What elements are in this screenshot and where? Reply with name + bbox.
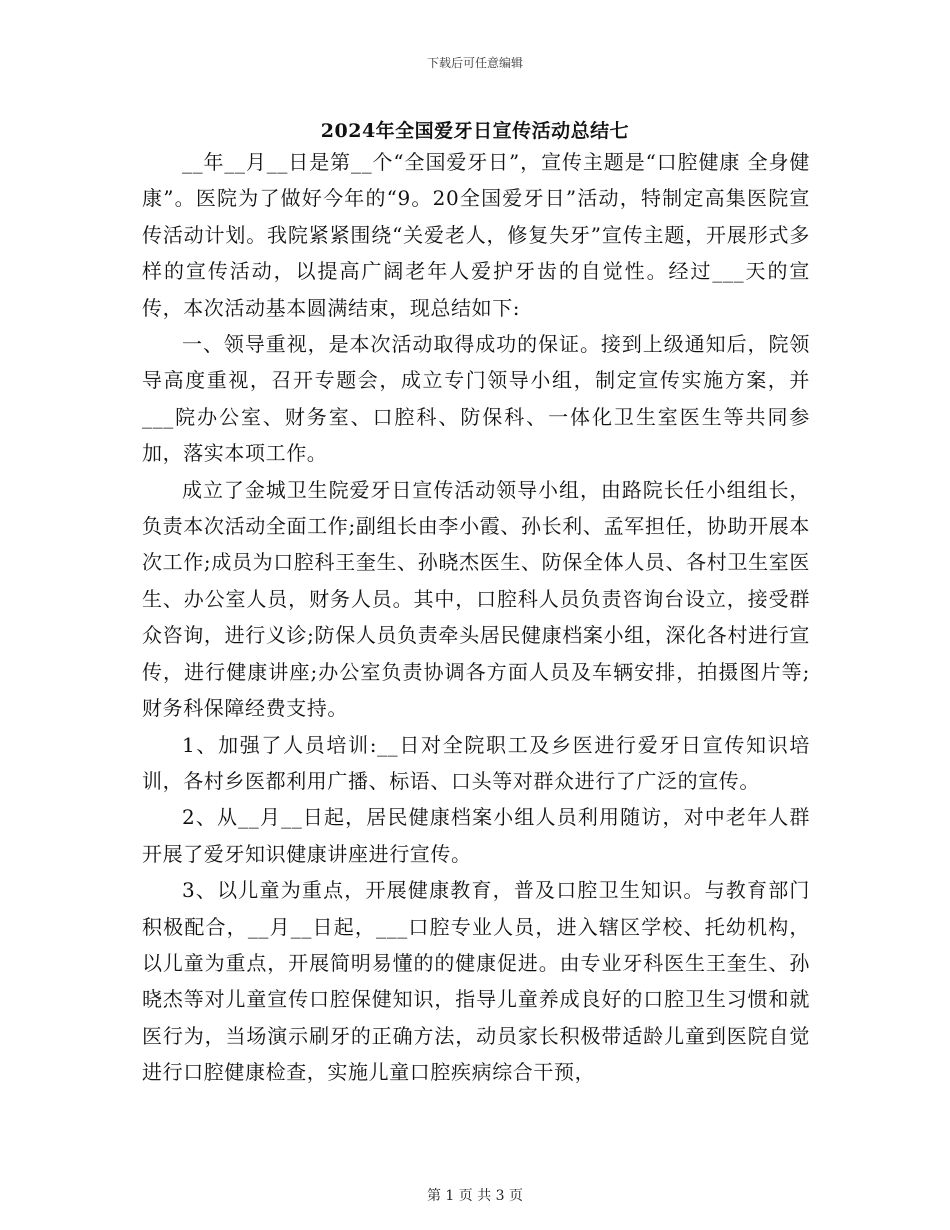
paragraph-intro: __年__月__日是第__个“全国爱牙日”，宣传主题是“口腔健康 全身健康”。医院为了做好今年的“9。20全国爱牙日”活动，特制定高集医院宣传活动计划。我院紧紧围绕“关爱老人，修复失牙”宣传主题，开展形式多样的宣传活动，以提高广阔老年人爱护牙齿的自觉性。经过___天的宣传，本次活动基本圆满结束，现总结如下:	[142, 150, 810, 320]
paragraph-training: 1、加强了人员培训:__日对全院职工及乡医进行爱牙日宣传知识培训，各村乡医都利用广播、标语、口头等对群众进行了广泛的宣传。	[142, 732, 810, 793]
header-note: 下载后可任意编辑	[426, 56, 523, 70]
document-body	[142, 144, 810, 1091]
page-footer: 第 1 页 共 3 页	[426, 1188, 524, 1204]
document-title: 2024年全国爱牙日宣传活动总结七	[320, 120, 630, 142]
paragraph-team: 成立了金城卫生院爱牙日宣传活动领导小组，由路院长任小组组长，负责本次活动全面工作;副组长由李小霞、孙长利、孟军担任，协助开展本次工作;成员为口腔科王奎生、孙晓杰医生、防保全体人员、各村卫生室医生、办公室人员，财务人员。其中，口腔科人员负责咨询台设立，接受群众咨询，进行义诊;防保人员负责牵头居民健康档案小组，深化各村进行宣传，进行健康讲座;办公室负责协调各方面人员及车辆安排，拍摄图片等;财务科保障经费支持。	[142, 477, 810, 721]
paragraph-lectures: 2、从__月__日起，居民健康档案小组人员利用随访，对中老年人群开展了爱牙知识健康讲座进行宣传。	[142, 805, 810, 866]
paragraph-leadership: 一、领导重视，是本次活动取得成功的保证。接到上级通知后，院领导高度重视，召开专题会，成立专门领导小组，制定宣传实施方案，并___院办公室、财务室、口腔科、防保科、一体化卫生室医生等共同参加，落实本项工作。	[142, 332, 810, 466]
paragraph-children: 3、以儿童为重点，开展健康教育，普及口腔卫生知识。与教育部门积极配合，__月__日起，___口腔专业人员，进入辖区学校、托幼机构，以儿童为重点，开展简明易懂的的健康促进。由专业牙科医生王奎生、孙晓杰等对儿童宣传口腔保健知识，指导儿童养成良好的口腔卫生习惯和就医行为，当场演示刷牙的正确方法，动员家长积极带适龄儿童到医院自觉进行口腔健康检查，实施儿童口腔疾病综合干预，	[142, 878, 810, 1085]
